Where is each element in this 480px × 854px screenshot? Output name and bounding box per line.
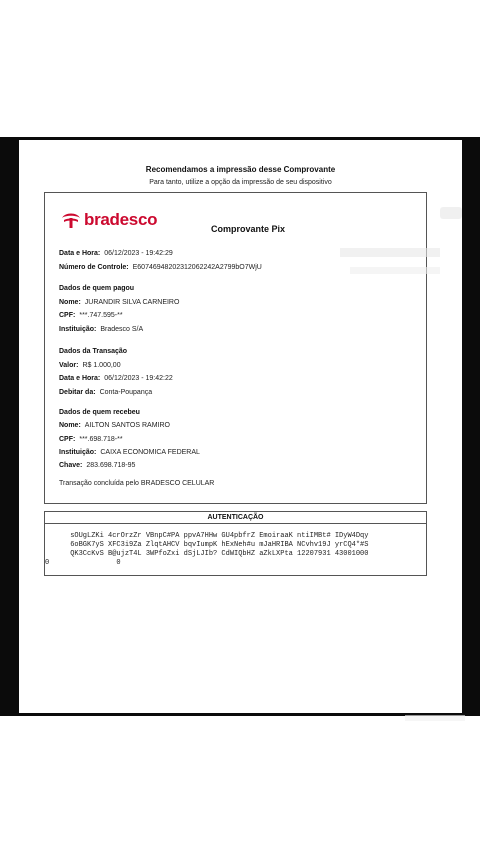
print-recommendation-title: Recomendamos a impressão desse Comprovante <box>145 165 336 174</box>
date-time-label: Data e Hora: <box>59 250 101 257</box>
transaction-date-label: Data e Hora: <box>59 375 101 382</box>
receiver-cpf-label: CPF: <box>59 436 76 443</box>
payer-cpf-value: ***.747.595-** <box>79 312 123 319</box>
receiver-institution-value: CAIXA ECONOMICA FEDERAL <box>100 449 200 456</box>
payer-cpf-label: CPF: <box>59 312 76 319</box>
payer-cpf-row <box>59 312 123 319</box>
receiver-key-row <box>59 462 135 469</box>
receiver-cpf-value: ***.698.718-** <box>79 436 123 443</box>
transaction-section-title: Dados da Transação <box>59 348 128 355</box>
date-time-value: 06/12/2023 - 19:42:29 <box>104 250 173 257</box>
control-number-label: Número de Controle: <box>59 264 129 271</box>
receipt-title: Comprovante Pix <box>211 224 286 234</box>
receiver-section-title: Dados de quem recebeu <box>59 409 140 416</box>
receiver-institution-row <box>59 449 200 456</box>
payer-institution-label: Instituição: <box>59 326 97 333</box>
payer-name-value: JURANDIR SILVA CARNEIRO <box>84 299 180 306</box>
pix-key-value: 283.698.718-95 <box>86 462 136 469</box>
debit-account-value: Conta-Poupança <box>99 389 153 396</box>
payer-name-label: Nome: <box>59 299 81 306</box>
authentication-title: AUTENTICAÇÃO <box>45 512 426 524</box>
bradesco-tree-icon <box>60 209 82 231</box>
blurred-mark <box>405 715 465 721</box>
transaction-value-row <box>59 362 121 369</box>
receiver-name-row <box>59 422 170 429</box>
print-recommendation-subtitle: Para tanto, utilize a opção da impressão de seu dispositivo <box>149 179 332 186</box>
bradesco-logo <box>60 208 157 232</box>
receiver-name-label: Nome: <box>59 422 81 429</box>
payer-institution-value: Bradesco S/A <box>100 326 144 333</box>
transaction-date-row <box>59 375 173 382</box>
authentication-box <box>44 511 427 576</box>
top-background <box>0 0 480 137</box>
blurred-mark <box>440 207 462 219</box>
debit-account-row <box>59 389 152 396</box>
control-number-row <box>59 264 262 271</box>
transaction-value-amount: R$ 1.000,00 <box>82 362 121 369</box>
pix-receipt-card <box>44 192 427 504</box>
receiver-name-value: AILTON SANTOS RAMIRO <box>84 422 170 429</box>
receiver-cpf-row <box>59 436 123 443</box>
payer-section-title: Dados de quem pagou <box>59 285 135 292</box>
transaction-value-label: Valor: <box>59 362 79 369</box>
blurred-mark <box>340 248 440 257</box>
completion-note: Transação concluída pelo BRADESCO CELULAR <box>59 480 215 487</box>
date-time-row <box>59 250 173 257</box>
bottom-background <box>0 716 480 854</box>
bradesco-wordmark: bradesco <box>84 210 158 229</box>
payer-name-row <box>59 299 179 306</box>
transaction-date-value: 06/12/2023 - 19:42:22 <box>104 375 173 382</box>
debit-account-label: Debitar da: <box>59 389 96 396</box>
authentication-code: sOUgLZKi 4crOrzZr VBnpC#PA ppvA7HHw GU4pbfrZ EmoiraaK ntiIMBt# IDyW4Dqy 6oBGK7yS XFC3i9Za ZlqtAHCV bqvIumpK hExNeh#u mJaHRIBA NCvhv19J yrCQ4*#S QK3CcKvS B@ujzT4L 3WPfoZxi dSjLJIb? CdWIQbHZ aZkLXPta 12207931 43001000 0 0 <box>45 532 369 567</box>
payer-institution-row <box>59 326 143 333</box>
receipt-page <box>19 140 462 713</box>
pix-key-label: Chave: <box>59 462 83 469</box>
control-number-value: E60746948202312062242A2799bO7WjU <box>132 264 262 271</box>
receiver-institution-label: Instituição: <box>59 449 97 456</box>
blurred-mark <box>350 267 440 274</box>
